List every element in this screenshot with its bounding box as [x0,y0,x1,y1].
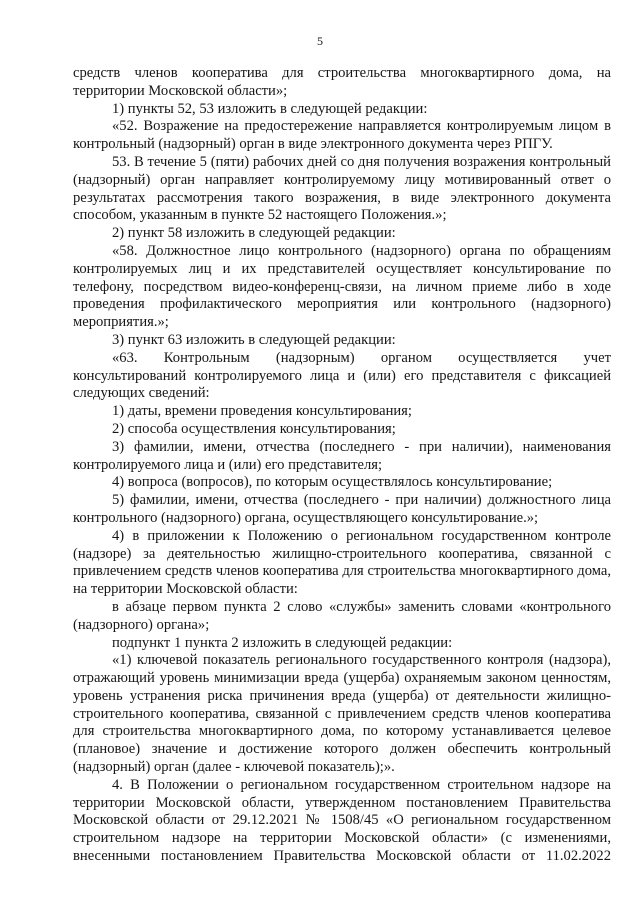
paragraph: подпункт 1 пункта 2 изложить в следующей редакции: [112,634,453,651]
paragraph: средств членов кооператива для строительства многоквартирного дома, на территории Московской области»; [73,65,611,99]
document-body [73,65,611,866]
paragraph: «63. Контрольным (надзорным) органом осуществляется учет консультирований контролируемого лица и (или) его представителя с фиксацией следующих сведений: [73,349,611,402]
paragraph: 1) пункты 52, 53 изложить в следующей редакции: [112,100,428,117]
paragraph: 53. В течение 5 (пяти) рабочих дней со дня получения возражения контрольный (надзорный) орган направляет контролируемому лицу мотивированный ответ о результатах рассмотрения такого возражения, в виде электронного документа способом, указанным в пункте 52 настоящего Положения.»; [73,153,611,224]
paragraph: «1) ключевой показатель регионального государственного контроля (надзора), отражающий уровень минимизации вреда (ущерба) охраняемым законом ценностям, уровень устранения риска причинения вреда (ущерба) от деятельности жилищно-строительного кооператива, связанной с привлечением средств членов кооператива для строительства многоквартирного дома, по которому устанавливается целевое (плановое) значение и достижение которого должен обеспечить контрольный (надзорный) орган (далее - ключевой показатель);». [73,652,611,776]
list-item: 2) способа осуществления консультирования; [112,420,396,437]
paragraph: 2) пункт 58 изложить в следующей редакции: [112,225,396,242]
list-item: 4) вопроса (вопросов), по которым осуществлялось консультирование; [112,474,553,491]
list-item: 1) даты, времени проведения консультирования; [112,403,412,420]
page-number: 5 [317,34,323,48]
paragraph: 3) пункт 63 изложить в следующей редакции: [112,331,396,348]
paragraph: 4) в приложении к Положению о региональном государственном контроле (надзоре) за деятельностью жилищно-строительного кооператива, связанной с привлечением средств членов кооператива для строительства многоквартирного дома, на территории Московской области: [73,527,611,598]
paragraph: в абзаце первом пункта 2 слово «службы» заменить словами «контрольного (надзорного) органа»; [73,598,611,633]
list-item: 3) фамилии, имени, отчества (последнего - при наличии), наименования контролируемого лица и (или) его представителя; [73,438,611,473]
paragraph: «58. Должностное лицо контрольного (надзорного) органа по обращениям контролируемых лиц и их представителей осуществляет консультирование по телефону, посредством видео-конференц-связи, на личном приеме либо в ходе проведения профилактического мероприятия или контрольного (надзорного) мероприятия.»; [73,242,611,331]
paragraph: 4. В Положении о региональном государственном строительном надзоре на территории Московской области, утвержденном постановлением Правительства Московской области от 29.12.2021 № 1508/45 «О региональном государственном строительном надзоре на территории Московской области» (с изменениями, внесенными постановлением Правительства Московской области от 11.02.2022 [73,776,611,865]
paragraph: «52. Возражение на предостережение направляется контролируемым лицом в контрольный (надзорный) орган в виде электронного документа через РПГУ. [73,118,611,153]
list-item: 5) фамилии, имени, отчества (последнего - при наличии) должностного лица контрольного (надзорного) органа, осуществляющего консультирование.»; [73,492,611,526]
